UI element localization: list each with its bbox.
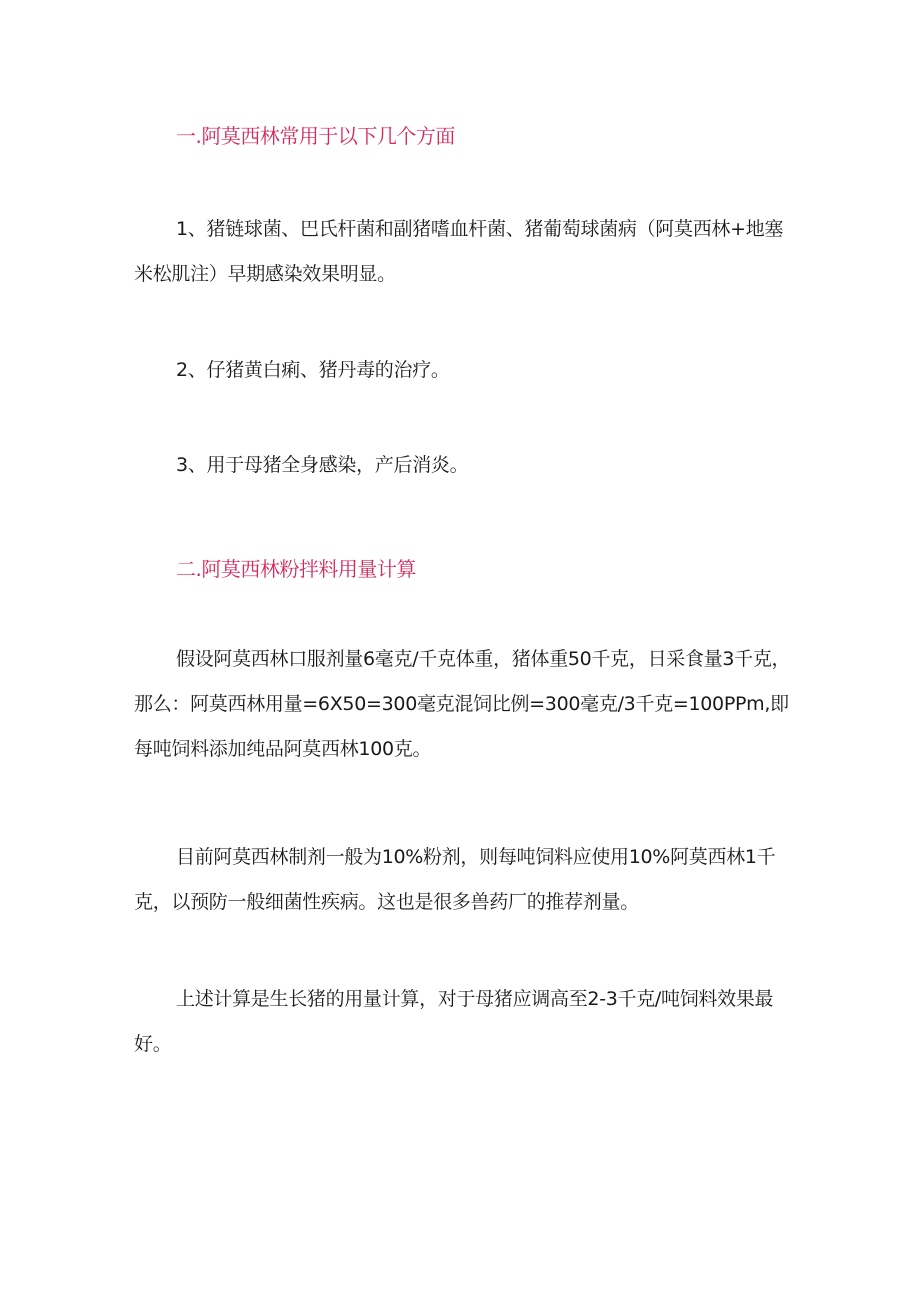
section-2-paragraph-3: 上述计算是生长猪的用量计算，对于母猪应调高至2-3千克/吨饲料效果最好。 xyxy=(134,988,774,1055)
section-2-paragraph-1: 假设阿莫西林口服剂量6毫克/千克体重，猪体重50千克，日采食量3千克，那么：阿莫西林用量=6X50=300毫克混饲比例=300毫克/3千克=100PPm,即每吨饲料添加纯品阿莫西林100克。 xyxy=(134,648,791,760)
section-2-paragraph-2: 目前阿莫西林制剂一般为10%粉剂，则每吨饲料应使用10%阿莫西林1千克，以预防一般细菌性疾病。这也是很多兽药厂的推荐剂量。 xyxy=(134,846,776,913)
section-1-item-2: 2、仔猪黄白痢、猪丹毒的治疗。 xyxy=(176,359,450,381)
section-1-item-3: 3、用于母猪全身感染，产后消炎。 xyxy=(176,454,469,476)
section-1-item-1: 1、猪链球菌、巴氏杆菌和副猪嗜血杆菌、猪葡萄球菌病（阿莫西林+地塞米松肌注）早期感染效果明显。 xyxy=(134,218,784,285)
section-1-heading: 一.阿莫西林常用于以下几个方面 xyxy=(176,124,455,148)
section-2-heading: 二.阿莫西林粉拌料用量计算 xyxy=(176,557,416,581)
